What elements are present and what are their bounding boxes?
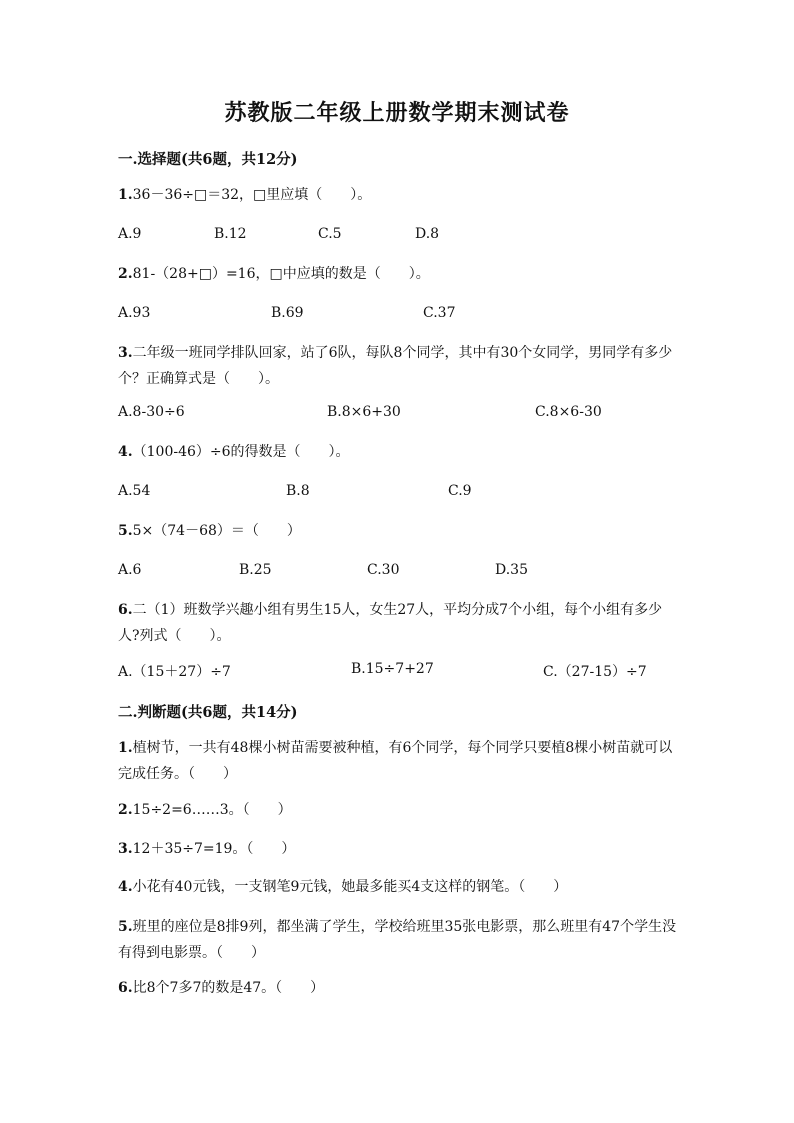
question-text: 小花有40元钱，一支钢笔9元钱，她最多能买4支这样的钢笔。（ ） bbox=[132, 879, 568, 895]
option-b: B.69 bbox=[271, 305, 304, 321]
option-b: B.12 bbox=[214, 226, 247, 242]
options-1-5 bbox=[118, 562, 678, 584]
question-1-4 bbox=[118, 439, 678, 465]
option-b: B.25 bbox=[239, 562, 272, 578]
section-heading-choice: 一.选择题(共6题，共12分) bbox=[118, 151, 298, 168]
options-1-1 bbox=[118, 226, 678, 248]
question-text: （100-46）÷6的得数是（ ）。 bbox=[132, 444, 350, 460]
question-number: 5. bbox=[118, 919, 133, 935]
question-2-6 bbox=[118, 975, 678, 1001]
option-c: C.（27-15）÷7 bbox=[543, 664, 647, 680]
option-c: C.9 bbox=[448, 483, 472, 499]
options-1-2 bbox=[118, 305, 678, 327]
question-number: 6. bbox=[118, 980, 133, 996]
section-heading-judgement: 二.判断题(共6题，共14分) bbox=[118, 704, 298, 721]
question-number: 1. bbox=[118, 740, 133, 756]
question-text: 36－36÷□＝32，□里应填（ ）。 bbox=[132, 187, 372, 203]
question-number: 2. bbox=[118, 266, 133, 282]
question-text: 二年级一班同学排队回家，站了6队，每队8个同学，其中有30个女同学，男同学有多少个？正确算式是（ ）。 bbox=[118, 345, 673, 387]
options-1-6 bbox=[118, 661, 678, 683]
question-2-5 bbox=[118, 914, 678, 966]
question-text: 班里的座位是8排9列，都坐满了学生，学校给班里35张电影票，那么班里有47个学生没有得到电影票。（ ） bbox=[118, 919, 677, 961]
option-a: A.9 bbox=[118, 226, 142, 242]
option-d: D.35 bbox=[495, 562, 528, 578]
question-number: 4. bbox=[118, 444, 133, 460]
question-2-2 bbox=[118, 797, 678, 823]
question-text: 15÷2=6……3。（ ） bbox=[132, 802, 292, 818]
option-b: B.15÷7+27 bbox=[351, 661, 434, 677]
question-number: 5. bbox=[118, 523, 133, 539]
question-number: 3. bbox=[118, 345, 133, 361]
option-c: C.37 bbox=[423, 305, 456, 321]
question-1-1 bbox=[118, 182, 678, 208]
question-text: 比8个7多7的数是47。（ ） bbox=[132, 980, 325, 996]
question-1-2 bbox=[118, 261, 678, 287]
option-b: B.8 bbox=[286, 483, 310, 499]
page-title: 苏教版二年级上册数学期末测试卷 bbox=[224, 100, 570, 126]
option-a: A.93 bbox=[118, 305, 151, 321]
option-c: C.30 bbox=[367, 562, 400, 578]
option-b: B.8×6+30 bbox=[327, 404, 401, 420]
option-a: A.6 bbox=[118, 562, 142, 578]
question-number: 3. bbox=[118, 841, 133, 857]
question-text: 5×（74－68）＝（ ） bbox=[132, 523, 301, 539]
question-text: 植树节，一共有48棵小树苗需要被种植，有6个同学，每个同学只要植8棵小树苗就可以完成任务。（ ） bbox=[118, 740, 673, 782]
question-1-6 bbox=[118, 597, 678, 649]
option-a: A.54 bbox=[118, 483, 151, 499]
question-2-3 bbox=[118, 836, 678, 862]
option-a: A.（15＋27）÷7 bbox=[118, 664, 231, 680]
question-number: 1. bbox=[118, 187, 133, 203]
question-2-1 bbox=[118, 735, 678, 787]
option-c: C.8×6-30 bbox=[535, 404, 602, 420]
question-1-3 bbox=[118, 340, 678, 392]
question-number: 6. bbox=[118, 602, 133, 618]
question-1-5 bbox=[118, 518, 678, 544]
question-text: 二（1）班数学兴趣小组有男生15人，女生27人，平均分成7个小组，每个小组有多少人?列式（ ）。 bbox=[118, 602, 663, 644]
question-number: 4. bbox=[118, 879, 133, 895]
option-d: D.8 bbox=[415, 226, 440, 242]
option-a: A.8-30÷6 bbox=[118, 404, 185, 420]
question-number: 2. bbox=[118, 802, 133, 818]
options-1-4 bbox=[118, 483, 678, 505]
question-text: 12＋35÷7=19。（ ） bbox=[132, 841, 296, 857]
options-1-3 bbox=[118, 404, 678, 426]
question-text: 81-（28+□）=16，□中应填的数是（ ）。 bbox=[132, 266, 430, 282]
option-c: C.5 bbox=[318, 226, 342, 242]
question-2-4 bbox=[118, 874, 678, 900]
